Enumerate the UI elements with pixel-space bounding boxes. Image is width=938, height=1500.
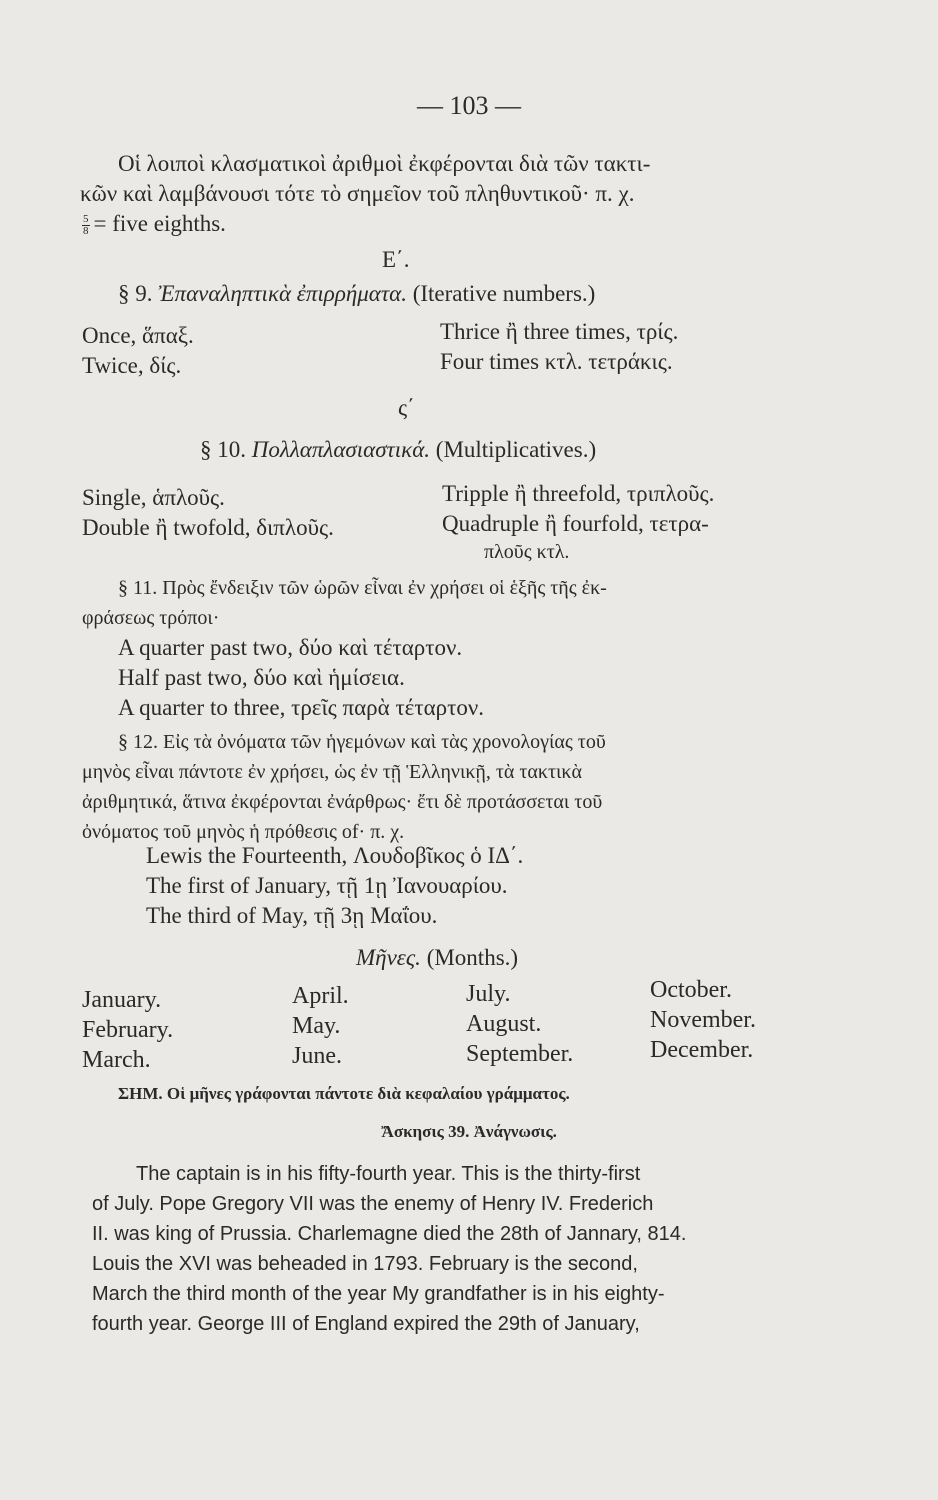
intro-line-2: κῶν καὶ λαμβάνουσι τότε τὸ σημεῖον τοῦ πληθυντικοῦ· π. χ. (80, 181, 635, 206)
section-10-right-3: πλοῦς κτλ. (484, 541, 570, 563)
month-may: May. (292, 1013, 341, 1039)
section-10-right-2: Quadruple ἢ fourfold, τετρα- (442, 511, 709, 536)
months-note: ΣΗΜ. Οἱ μῆνες γράφονται πάντοτε διὰ κεφαλαίου γράμματος. (118, 1084, 570, 1103)
section-9-right-1: Thrice ἢ three times, τρίς. (440, 319, 679, 344)
section-10-title-greek: Πολλαπλασιαστικά. (251, 437, 431, 462)
month-october: October. (650, 977, 732, 1003)
section-11-example-1: A quarter past two, δύο καὶ τέταρτον. (118, 635, 463, 660)
section-9-left-2: Twice, δίς. (82, 353, 182, 378)
section-9-marker: § 9. (118, 281, 153, 306)
section-10-marker: § 10. (200, 437, 246, 462)
exercise-line-4: Louis the XVI was beheaded in 1793. February is the second, (92, 1253, 638, 1275)
section-10-right-1: Tripple ἢ threefold, τριπλοῦς. (442, 481, 715, 506)
months-heading-greek: Μῆνες. (356, 945, 421, 970)
month-august: August. (466, 1011, 542, 1037)
section-12-example-3: The third of May, τῇ 3ῃ Μαΐου. (146, 903, 438, 928)
months-heading (356, 944, 518, 972)
section-12-example-1: Lewis the Fourteenth, Λουδοβῖκος ὁ ΙΔ΄. (146, 843, 524, 868)
section-11-example-3: A quarter to three, τρεῖς παρὰ τέταρτον. (118, 695, 485, 720)
page-number: — 103 — (417, 91, 521, 120)
section-10-left-1: Single, ἁπλοῦς. (82, 485, 225, 510)
exercise-line-3: II. was king of Prussia. Charlemagne died the 28th of Jannary, 814. (92, 1223, 687, 1245)
month-september: September. (466, 1041, 574, 1067)
intro-line-3 (82, 210, 226, 238)
section-11-line-1: § 11. Πρὸς ἔνδειξιν τῶν ὡρῶν εἶναι ἐν χρήσει οἱ ἑξῆς τῆς ἐκ- (118, 577, 607, 599)
section-9-title-greek: Ἐπαναληπτικὰ ἐπιρρήματα. (158, 281, 407, 306)
section-st-heading: ς΄ (398, 395, 415, 420)
section-12-line-3: ἀριθμητικά, ἅτινα ἐκφέρονται ἐνάρθρως· ἔτι δὲ προτάσσεται τοῦ (82, 791, 603, 813)
fraction-numerator: 5 (83, 213, 89, 226)
section-11-example-2: Half past two, δύο καὶ ἡμίσεια. (118, 665, 405, 690)
section-e-heading: Ε΄. (382, 247, 410, 272)
section-9-title-english: (Iterative numbers.) (412, 281, 596, 306)
month-january: January. (82, 987, 162, 1013)
month-june: June. (292, 1043, 342, 1069)
fraction (82, 214, 90, 237)
section-10-heading (200, 436, 596, 464)
months-heading-english: (Months.) (426, 945, 519, 970)
section-9-left-1: Once, ἅπαξ. (82, 323, 194, 348)
section-10-left-2: Double ἢ twofold, διπλοῦς. (82, 515, 334, 540)
month-february: February. (82, 1017, 174, 1043)
section-11-line-2: φράσεως τρόποι· (82, 607, 220, 629)
month-november: November. (650, 1007, 756, 1033)
section-12-line-4: ὀνόματος τοῦ μηνὸς ἡ πρόθεσις of· π. χ. (82, 821, 405, 843)
month-april: April. (292, 983, 349, 1009)
section-12-example-2: The first of January, τῇ 1ῃ Ἰανουαρίου. (146, 873, 508, 898)
month-march: March. (82, 1047, 151, 1073)
section-9-right-2: Four times κτλ. τετράκις. (440, 349, 673, 374)
section-9-heading (118, 280, 595, 308)
exercise-line-1: The captain is in his fifty-fourth year. This is the thirty-first (136, 1163, 641, 1185)
month-july: July. (466, 981, 511, 1007)
section-10-title-english: (Multiplicatives.) (435, 437, 597, 462)
section-12-line-2: μηνὸς εἶναι πάντοτε ἐν χρήσει, ὡς ἐν τῇ Ἑλληνικῇ, τὰ τακτικὰ (82, 761, 582, 783)
exercise-line-6: fourth year. George III of England expired the 29th of January, (92, 1313, 640, 1335)
exercise-line-2: of July. Pope Gregory VII was the enemy of Henry IV. Frederich (92, 1193, 654, 1215)
month-december: December. (650, 1037, 754, 1063)
exercise-line-5: March the third month of the year My grandfather is in his eighty- (92, 1283, 665, 1305)
fraction-denominator: 8 (83, 225, 89, 238)
exercise-heading: Ἄσκησις 39. Ἀνάγνωσις. (381, 1122, 557, 1141)
fraction-text: = five eighths. (93, 211, 226, 236)
section-12-line-1: § 12. Εἰς τὰ ὀνόματα τῶν ἡγεμόνων καὶ τὰς χρονολογίας τοῦ (118, 731, 606, 753)
intro-line-1: Οἱ λοιποὶ κλασματικοὶ ἀριθμοὶ ἐκφέρονται διὰ τῶν τακτι- (118, 151, 651, 176)
